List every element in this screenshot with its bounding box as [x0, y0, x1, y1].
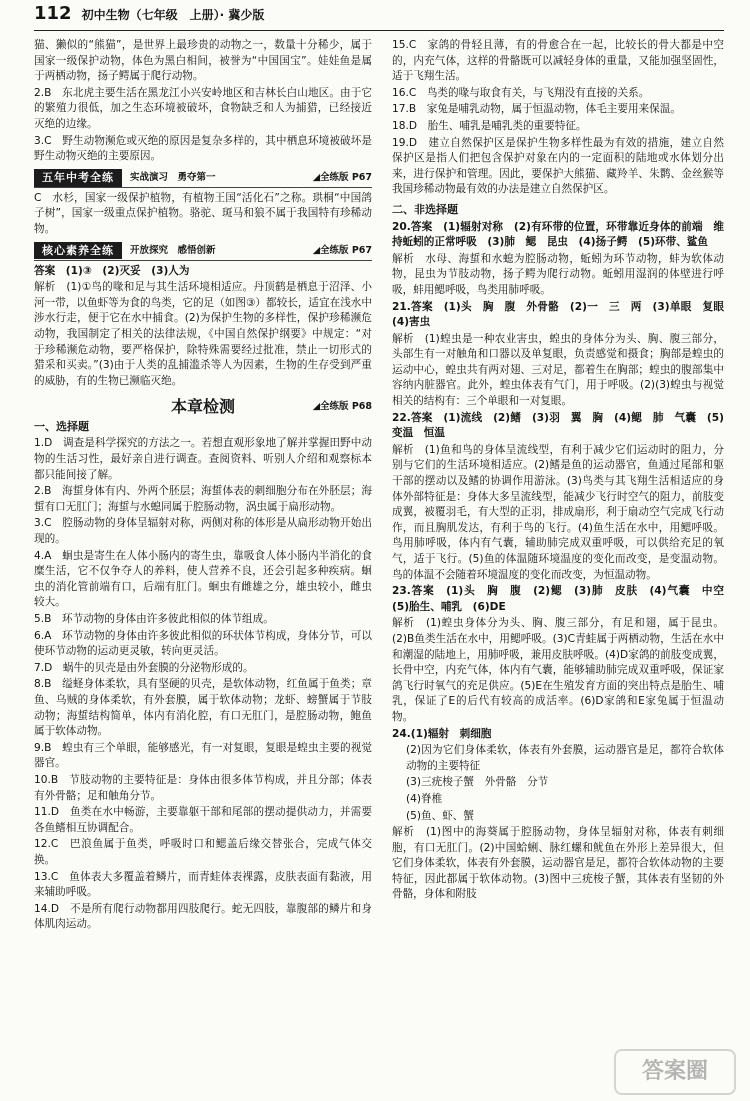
page-number: 112 [34, 3, 72, 24]
answer-item: 7.D 蜗牛的贝壳是由外套膜的分泌物形成的。 [34, 661, 254, 674]
answer-line: (2)因为它们身体柔软，体表有外套膜，运动器官是足，都符合软体动物的主要特征 [406, 744, 724, 772]
answer-item: 15.C 家鸽的骨轻且薄，有的骨愈合在一起，比较长的骨大都是中空的，内充气体，这样的骨骼既可以减轻身体的重量，又能加强坚固性，适于飞翔生活。 [392, 39, 724, 83]
answer-item: 4.A 蛔虫是寄生在人体小肠内的寄生虫，靠吸食人体小肠内半消化的食糜生活，它不仅争夺人的养料，使人营养不良，还会引起多种疾病。蛔虫的消化管前端有口，后端有肛门。蛔虫有雌雄之分，雄虫较小，雌虫较大。 [34, 549, 372, 609]
explanation: 解析 (1)图中的海葵属于腔肠动物，身体呈辐射对称，体表有刺细胞，有口无肛门。(2)中国蛤蜊、脉红螺和鱿鱼在外形上差异很大，但它们身体柔软，体表有外套膜，运动器官是足，都符合软体动物的主要特征，因此都属于软体动物。(3)图中三疣梭子蟹，其体表有坚韧的外骨骼，身体和附肢 [392, 826, 724, 901]
explanation: 解析 水母、海蜇和水螅为腔肠动物，蚯蚓为环节动物，蚌为软体动物，昆虫为节肢动物，扬子鳄为爬行动物。蚯蚓用湿润的体壁进行呼吸，蚌用鳃呼吸，鸟类用肺呼吸。 [392, 252, 724, 296]
answer-line: 20.答案 (1)辐射对称 (2)有环带的位置，环带靠近身体的前端 维持蚯蚓的正常呼吸 (3)肺 鳃 昆虫 (4)扬子鳄 (5)环带、鲨鱼 [392, 220, 724, 249]
banner-subtitle: 实战演习 勇夺第一 [130, 171, 216, 183]
answer-item: 3.C 野生动物濒危或灭绝的原因是复杂多样的，其中栖息环境被破坏是野生动物灭绝的主要原因。 [34, 134, 372, 163]
answer-line: (5)鱼、虾、蟹 [406, 809, 474, 822]
explanation: 解析 (1)鱼和鸟的身体呈流线型，有利于减少它们运动时的阻力，分别与它们的生活环境相适应。(2)鳍是鱼的运动器官，鱼通过尾部和躯干部的摆动以及鳍的协调作用游泳。(3)鸟类与其飞翔生活相适应的身体外部特征是：身体大多呈流线型，能减少飞行时空气的阻力，前肢变成翼，被覆羽毛，有大型的正羽，排成扇形，利于扇动空气完成飞行动作，而且胸肌发达，有利于鸟的飞行。(4)鱼生活在水中，用鳃呼吸。鸟用肺呼吸，体内有气囊，辅助肺完成双重呼吸，可以供给充足的氧气，适于飞行。(5)鱼的体温随环境温度的变化而改变，是变温动物。鸟的体温不会随着环境温度的变化而改变，为恒温动物。 [392, 443, 724, 581]
book-title: 初中生物（七年级 上册）· 冀少版 [81, 8, 265, 22]
answer-item: 2.B 东北虎主要生活在黑龙江小兴安岭地区和吉林长白山地区。由于它的繁殖力很低，加之生态环境被破坏，食物缺乏和人为捕猎，已经接近灭绝的边缘。 [34, 86, 372, 130]
section-banner [34, 169, 372, 188]
answer-item: 17.B 家兔是哺乳动物，属于恒温动物，体毛主要用来保温。 [392, 103, 681, 116]
answer-item: 10.B 节肢动物的主要特征是：身体由很多体节构成，并且分部；体表有外骨骼；足和触角分节。 [34, 773, 372, 802]
answer-item: 2.B 海蜇身体有内、外两个胚层；海蜇体表的刺细胞分布在外胚层；海蜇有口无肛门；海蜇与水螅同属于腔肠动物，涡虫属于扁形动物。 [34, 485, 372, 513]
answer-line: (3)三疣梭子蟹 外骨骼 分节 [406, 776, 549, 789]
section-banner [34, 242, 372, 261]
watermark-logo: 答案圈 [614, 1049, 736, 1095]
continued-text: 猫、獭似的“熊猫”，是世界上最珍贵的动物之一，数量十分稀少，属于国家一级保护动物，体色为黑白相间，被誉为“中国国宝”。娃娃鱼是属于两栖动物，扬子鳄属于爬行动物。 [34, 39, 372, 83]
banner-subtitle: 开放探究 感悟创新 [130, 244, 216, 256]
answer-line: (4)脊椎 [406, 792, 443, 805]
section-heading: 二、非选择题 [392, 202, 458, 216]
chapter-test-heading [34, 399, 372, 415]
answer-item: 18.D 胎生、哺乳是哺乳类的重要特征。 [392, 119, 587, 132]
answer-item: 13.C 鱼体表大多覆盖着鳞片，而青蛙体表裸露，皮肤表面有黏液，用来辅助呼吸。 [34, 870, 372, 899]
page-header [34, 3, 724, 31]
answer-line: 22.答案 (1)流线 (2)鳍 (3)羽 翼 胸 (4)鳃 肺 气囊 (5)变温 恒温 [392, 411, 724, 440]
answer-item: 6.A 环节动物的身体由许多彼此相似的环状体节构成，身体分节，可以使环节动物的运动更灵敏，转向更灵活。 [34, 629, 372, 658]
answer-item: 12.C 巴浪鱼属于鱼类，呼吸时口和鳃盖后缘交替张合，完成气体交换。 [34, 838, 372, 866]
answer-item: C 水杉，国家一级保护植物，有植物王国“活化石”之称。珙桐“中国鸽子树”，国家一级重点保护植物。骆驼、斑马和狼不属于我国特有珍稀动物。 [34, 191, 372, 235]
answer-item: 9.B 蝗虫有三个单眼，能够感光，有一对复眼，复眼是蝗虫主要的视觉器官。 [34, 741, 372, 770]
explanation: 解析 (1)蝗虫身体分为头、胸、腹三部分，有足和翅，属于昆虫。(2)B鱼类生活在水中，用鳃呼吸。(3)C青蛙属于两栖动物，生活在水中和潮湿的陆地上，用肺呼吸，兼用皮肤呼吸。(4)D家鸽的前肢变成翼，长骨中空，内充气体，体内有气囊，能够辅助肺完成双重呼吸，保证家鸽飞行时氧气的充足供应。(5)E在生殖发育方面的突出特点是胎生、哺乳，保证了E的后代有较高的成活率。(6)D家鸽和E家兔属于恒温动物。 [392, 617, 724, 723]
right-column [392, 38, 735, 904]
banner-title: 核心素养全练 [34, 242, 122, 260]
answer-item: 3.C 腔肠动物的身体呈辐射对称，两侧对称的体形是从扁形动物开始出现的。 [34, 517, 372, 546]
section-heading: 一、选择题 [34, 419, 89, 433]
answer-line: 答案 (1)③ (2)灭妥 (3)人为 [34, 264, 190, 277]
answer-item: 5.B 环节动物的身体由许多彼此相似的体节组成。 [34, 613, 274, 625]
explanation: 解析 (1)①鸟的喙和足与其生活环境相适应。丹顶鹤是栖息于沼泽、小河一带，以鱼虾等为食的鸟类，它的足（如图③）都较长，适宜在浅水中涉水行走，便于它在水中捕食。(2)为保护生物的多样性，保护珍稀濒危动物，我国制定了相关的法律法规，《中国自然保护纲要》中规定：“对于珍稀濒危动物，要严格保护，除特殊需要经过批准，禁止一切形式的猎采和买卖。”(3)由于人类的乱捕滥杀等人为因素，生物的生存受到严重的威胁，有的生物已濒临灭绝。 [34, 281, 372, 387]
answer-item: 16.C 鸟类的喙与取食有关，与飞翔没有直接的关系。 [392, 86, 650, 99]
answer-item: 19.D 建立自然保护区是保护生物多样性最为有效的措施，建立自然保护区是指人们把包含保护对象在内的一定面积的陆地或水体划分出来，进行保护和管理。因此，要保护大熊猫、藏羚羊、朱鹮、金丝猴等我国珍稀动物最有效的办法是建立自然保护区。 [392, 136, 724, 196]
answer-item: 8.B 缢蛏身体柔软，具有坚硬的贝壳，是软体动物，红鱼属于鱼类；章鱼、乌贼的身体柔软，有外套膜，属于软体动物；龙虾、螃蟹属于节肢动物；海蜇结构简单，体内有消化腔，有口无肛门，是腔肠动物，鲍鱼属于软体动物。 [34, 678, 372, 738]
left-column [34, 38, 372, 934]
answer-item: 1.D 调查是科学探究的方法之一。若想直观形象地了解并掌握田野中动物的生活习性，最好亲自进行调查。查阅资料、听别人介绍和观察标本都只能间接了解。 [34, 437, 372, 481]
explanation: 解析 (1)蝗虫是一种农业害虫，蝗虫的身体分为头、胸、腹三部分，头部生有一对触角和口器以及单复眼，负责感觉和摄食；胸部是蝗虫的运动中心，蝗虫共有两对翅、三对足，都着生在胸部；蝗虫的腹部集中容纳内脏器官。此外，蝗虫体表有气门，用于呼吸。(2)(3)蝗虫与视觉相关的结构有：三个单眼和一对复眼。 [392, 332, 724, 408]
answer-line: 23.答案 (1)头 胸 腹 (2)鳃 (3)肺 皮肤 (4)气囊 中空 (5)胎生、哺乳 (6)DE [392, 585, 735, 613]
answer-line: 21.答案 (1)头 胸 腹 外骨骼 (2)一 三 两 (3)单眼 复眼 (4)害虫 [392, 300, 735, 329]
page-reference: ◢全练版 P67 [312, 244, 372, 256]
page-reference: ◢全练版 P68 [312, 401, 372, 413]
page-reference: ◢全练版 P67 [312, 171, 372, 183]
answer-line: 24.(1)辐射 刺细胞 [392, 727, 492, 740]
answer-item: 11.D 鱼类在水中畅游，主要靠躯干部和尾部的摆动提供动力，并需要各鱼鳍相互协调配合。 [34, 806, 372, 834]
chapter-title: 本章检测 [170, 397, 235, 417]
answer-item: 14.D 不是所有爬行动物都用四肢爬行。蛇无四肢，靠腹部的鳞片和身体肌肉运动。 [34, 902, 372, 931]
banner-title: 五年中考全练 [34, 169, 122, 187]
